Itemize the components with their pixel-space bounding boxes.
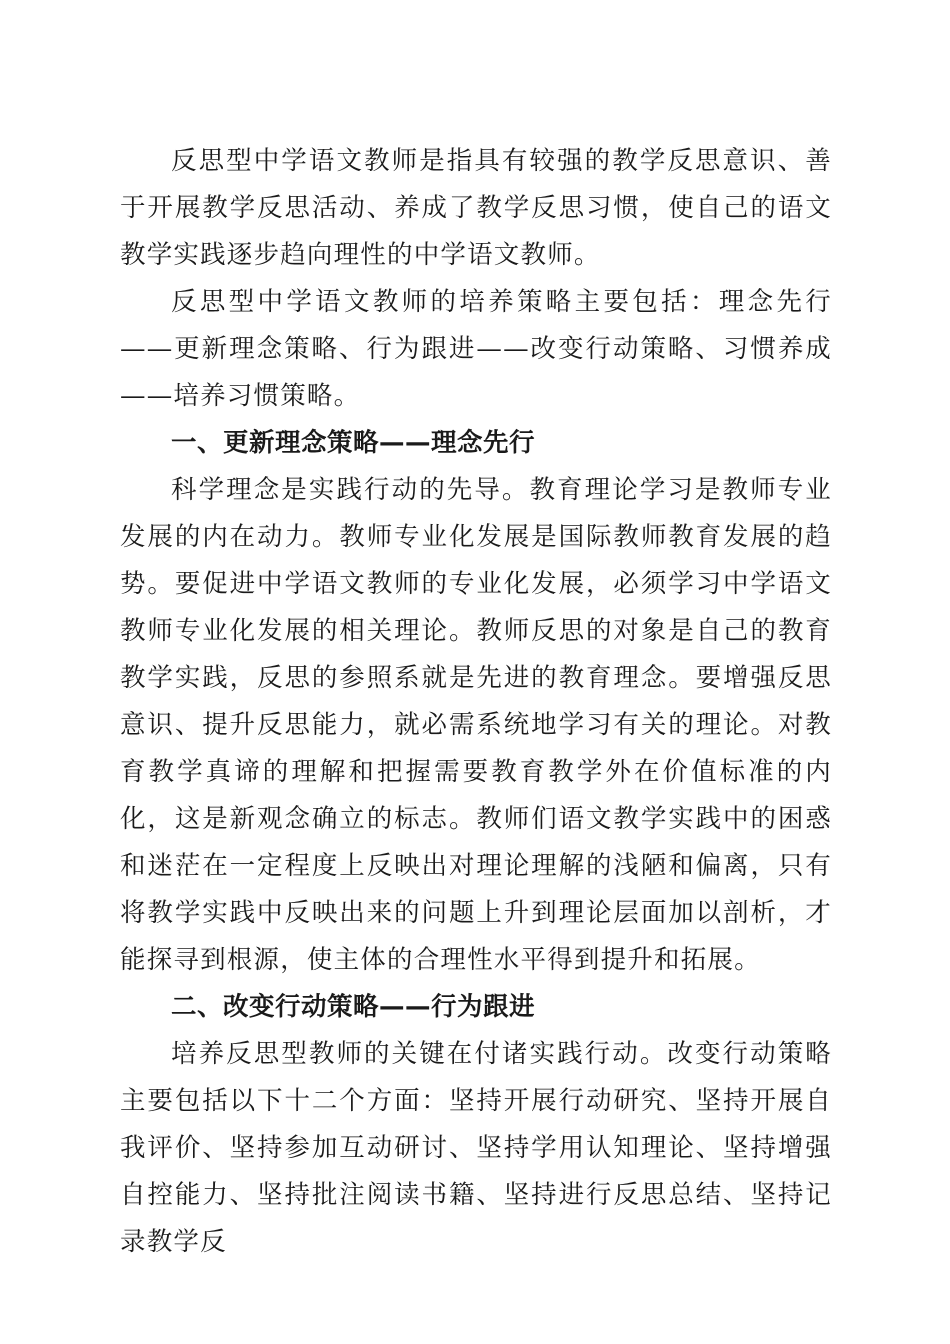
section-heading-2: 二、改变行动策略——行为跟进 <box>171 992 536 1022</box>
paragraph-section-2-body: 培养反思型教师的关键在付诸实践行动。改变行动策略主要包括以下十二个方面：坚持开展行动研究、坚持开展自我评价、坚持参加互动研讨、坚持学用认知理论、坚持增强自控能力、坚持批注阅读书籍、坚持进行反思总结、坚持记录教学反 <box>120 1039 832 1257</box>
paragraph-strategy-overview: 反思型中学语文教师的培养策略主要包括：理念先行——更新理念策略、行为跟进——改变行动策略、习惯养成——培养习惯策略。 <box>120 287 832 411</box>
document-page <box>120 138 832 1266</box>
section-heading-1: 一、更新理念策略——理念先行 <box>171 428 536 458</box>
paragraph-intro-definition: 反思型中学语文教师是指具有较强的教学反思意识、善于开展教学反思活动、养成了教学反思习惯，使自己的语文教学实践逐步趋向理性的中学语文教师。 <box>120 146 832 270</box>
paragraph-section-1-body: 科学理念是实践行动的先导。教育理论学习是教师专业发展的内在动力。教师专业化发展是国际教师教育发展的趋势。要促进中学语文教师的专业化发展，必须学习中学语文教师专业化发展的相关理论。教师反思的对象是自己的教育教学实践，反思的参照系就是先进的教育理念。要增强反思意识、提升反思能力，就必需系统地学习有关的理论。对教育教学真谛的理解和把握需要教育教学外在价值标准的内化，这是新观念确立的标志。教师们语文教学实践中的困惑和迷茫在一定程度上反映出对理论理解的浅陋和偏离，只有将教学实践中反映出来的问题上升到理论层面加以剖析，才能探寻到根源，使主体的合理性水平得到提升和拓展。 <box>120 475 832 975</box>
